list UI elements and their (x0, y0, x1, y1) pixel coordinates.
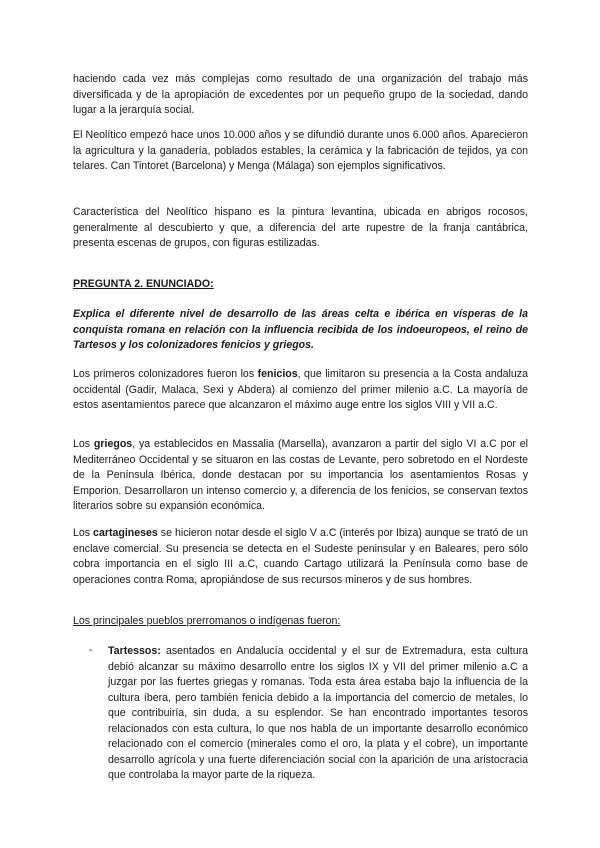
paragraph-griegos (73, 437, 528, 515)
bullet-tartessos (108, 644, 528, 784)
paragraph-cartagineses (73, 526, 528, 588)
paragraph-fenicios (73, 367, 528, 414)
list-title: Los principales pueblos prerromanos o indígenas fueron: (73, 615, 341, 627)
text-run: se hicieron notar desde el siglo V a.C (interés por Ibiza) aunque se trató de un enclave comercial. Su presencia se detecta en el Sudeste peninsular y en Baleares, pero sólo cobra importancia en el siglo III a.C, cuando Cartago utilizará la Península como base de operaciones contra Roma, apropiándose de sus recursos mineros y de sus hombres. (73, 527, 528, 586)
bold-term: fenicios (257, 368, 298, 380)
text-run: Los primeros colonizadores fueron los (73, 368, 258, 380)
bold-term: cartagineses (93, 527, 158, 539)
text-run: Los (73, 527, 94, 539)
bold-term: griegos (93, 438, 133, 450)
text-run: , ya establecidos en Massalia (Marsella), avanzaron a partir del siglo VI a.C por el Mediterráneo Occidental y se situaron en las costas de Levante, pero sobretodo en el Nordeste de la Península Ibérica, donde destacan por su importancia los asentamientos Rosas y Emporion. Desarrollaron un intenso comercio y, a diferencia de los fenicios, se conservan textos literarios sobre su expansión económica. (73, 438, 528, 512)
text-run: Los (73, 438, 94, 450)
bold-term: Tartessos: (108, 645, 161, 657)
question-statement: Explica el diferente nivel de desarrollo de las áreas celta e ibérica en vísperas de la conquista romana en relación con la influencia recibida de los indoeuropeos, el reino de Tartesos y los colonizadores fenicios y griegos. (73, 308, 528, 351)
text-run: , que limitaron su presencia a la Costa andaluza occidental (Gadir, Malaca, Sexi y Abdera) al comienzo del primer milenio a.C. La mayoría de estos asentamientos parece que alcanzaron el máximo auge entre los siglos VIII y VII a.C. (73, 368, 528, 411)
paragraph-neolitico: El Neolítico empezó hace unos 10.000 años y se difundió durante unos 6.000 años. Aparecieron la agricultura y la ganadería, poblados estables, la cerámica y la fabricación de tejidos, ya con telares. Can Tintoret (Barcelona) y Menga (Málaga) son ejemplos significativos. (73, 129, 528, 172)
text-run: asentados en Andalucía occidental y el sur de Extremadura, esta cultura debió alcanzar su máximo desarrollo entre los siglos IX y VII del primer milenio a.C a juzgar por las fuertes griegas y romanas. Toda esta área estaba bajo la influencia de la cultura íbera, pero también fenicia debido a la importancia del comercio de metales, lo que contribuiría, sin duda, a su esplendor. Se han encontrado importantes tesoros relacionados con esta cultura, lo que nos habla de un importante desarrollo económico relacionado con el comercio (minerales como el oro, la plata y el cobre), un importante desarrollo agrícola y una fuerte diferenciación social con la aparición de una aristocracia que controlaba la mayor parte de la riqueza. (108, 645, 528, 781)
paragraph-intro: haciendo cada vez más complejas como resultado de una organización del trabajo más diversificada y de la apropiación de excedentes por un pequeño grupo de la sociedad, dando lugar a la jerarquía social. (73, 73, 528, 116)
paragraph-pintura-levantina: Característica del Neolítico hispano es la pintura levantina, ubicada en abrigos rocosos, generalmente al descubierto y que, a diferencia del arte rupestre de la franja cantábrica, presenta escenas de grupos, con figuras estilizadas. (73, 206, 528, 249)
question-heading: PREGUNTA 2. ENUNCIADO: (73, 278, 214, 290)
bullet-dash: - (89, 644, 93, 656)
